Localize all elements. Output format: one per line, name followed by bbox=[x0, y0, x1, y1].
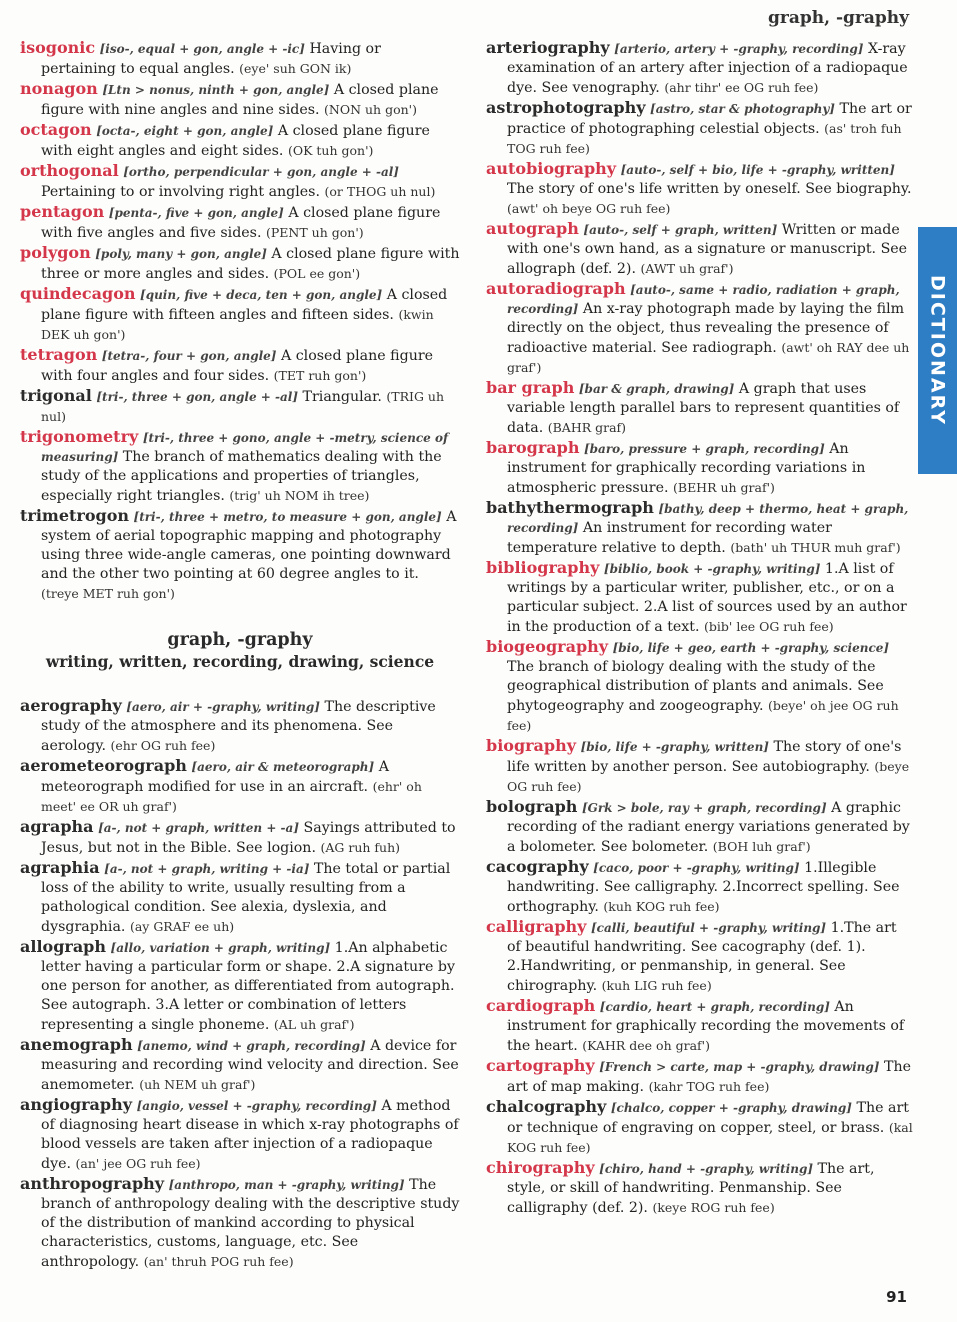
headword: calligraphy bbox=[486, 917, 587, 936]
definition: A closed plane figure with fifteen angles and fifteen sides. bbox=[41, 287, 448, 323]
section-heading bbox=[20, 630, 460, 672]
pronunciation: (an' thruh POG ruh fee) bbox=[143, 1254, 294, 1269]
etymology: [auto-, same + radio, radiation + graph, recording] bbox=[507, 283, 900, 316]
pronunciation: (beye OG ruh fee) bbox=[507, 759, 910, 794]
running-head: graph, -graphy bbox=[768, 8, 909, 28]
etymology: [Ltn > nonus, ninth + gon, angle] bbox=[102, 83, 330, 97]
headword: chirography bbox=[486, 1158, 595, 1177]
headword: agraphia bbox=[20, 858, 100, 877]
dictionary-entry bbox=[486, 279, 914, 378]
etymology: [auto-, self + bio, life + -graphy, written] bbox=[620, 163, 895, 177]
headword: orthogonal bbox=[20, 161, 119, 180]
definition: An x-ray photograph made by laying the film directly on the object, thus revealing the presence of radioactive material. See radiograph. bbox=[507, 301, 905, 356]
headword: autoradiograph bbox=[486, 279, 626, 298]
definition: A system of aerial topographic mapping and photography using three wide-angle cameras, one pointing downward and the other two pointing at 60 degree angles to it. bbox=[41, 509, 457, 582]
pronunciation: (awt' oh beye OG ruh fee) bbox=[507, 201, 671, 216]
headword: aerography bbox=[20, 696, 122, 715]
definition: The branch of biology dealing with the study of the geographical distribution of plants and animals. See phytogeography and zoogeography. bbox=[507, 659, 884, 714]
pronunciation: (trig' uh NOM ih tree) bbox=[229, 488, 370, 503]
definition: The art or practice of photographing celestial objects. bbox=[507, 101, 912, 137]
dictionary-entry bbox=[486, 736, 914, 797]
pronunciation: (bath' uh THUR muh graf') bbox=[730, 540, 901, 555]
definition: A closed plane figure with five angles and five sides. bbox=[41, 205, 441, 241]
etymology: [French > carte, map + -graphy, drawing] bbox=[599, 1060, 880, 1074]
dictionary-entry bbox=[20, 506, 460, 604]
dictionary-entry bbox=[20, 161, 460, 202]
etymology: [Grk > bole, ray + graph, recording] bbox=[581, 801, 827, 815]
pronunciation: (keye ROG ruh fee) bbox=[652, 1200, 775, 1215]
headword: cartography bbox=[486, 1056, 595, 1075]
etymology: [bio, life + geo, earth + -graphy, science] bbox=[612, 641, 890, 655]
headword: polygon bbox=[20, 243, 91, 262]
headword: tetragon bbox=[20, 345, 98, 364]
headword: bathythermograph bbox=[486, 498, 654, 517]
pronunciation: (as' troh fuh TOG ruh fee) bbox=[507, 121, 902, 156]
pronunciation: (kwin DEK uh gon') bbox=[41, 307, 434, 342]
definition: A meteorograph modified for use in an aircraft. bbox=[41, 759, 389, 795]
etymology: [arterio, artery + -graphy, recording] bbox=[614, 42, 864, 56]
dictionary-entry bbox=[20, 1035, 460, 1095]
headword: angiography bbox=[20, 1095, 133, 1114]
etymology: [auto-, self + graph, written] bbox=[583, 223, 778, 237]
dictionary-entry bbox=[486, 98, 914, 159]
pronunciation: (treye MET ruh gon') bbox=[41, 586, 175, 601]
definition: A closed plane figure with nine angles and nine sides. bbox=[41, 82, 439, 118]
etymology: [tri-, three + gon, angle + -al] bbox=[96, 390, 299, 404]
dictionary-entry bbox=[20, 386, 460, 427]
etymology: [aero, air + -graphy, writing] bbox=[126, 700, 320, 714]
etymology: [baro, pressure + graph, recording] bbox=[583, 442, 825, 456]
pronunciation: (an' jee OG ruh fee) bbox=[75, 1156, 201, 1171]
etymology: [penta-, five + gon, angle] bbox=[108, 206, 284, 220]
pronunciation: (kuh LIG ruh fee) bbox=[601, 978, 712, 993]
section-title: graph, -graphy bbox=[167, 630, 313, 650]
dictionary-entry bbox=[20, 284, 460, 345]
headword: bar graph bbox=[486, 378, 575, 397]
definition: The branch of anthropology dealing with the descriptive study of the distribution of mankind according to physical characteristics, customs, language, etc. See anthropology. bbox=[41, 1177, 460, 1270]
dictionary-entry bbox=[20, 817, 460, 858]
pronunciation: (kuh KOG ruh fee) bbox=[603, 899, 720, 914]
dictionary-entry bbox=[486, 38, 914, 98]
dictionary-entry bbox=[486, 637, 914, 736]
definition: Triangular. bbox=[302, 389, 382, 405]
headword: biography bbox=[486, 736, 577, 755]
side-tab-label: DICTIONARY bbox=[926, 275, 949, 426]
pronunciation: (POL ee gon') bbox=[273, 266, 361, 281]
pronunciation: (ehr' oh meet' ee OR uh graf') bbox=[41, 779, 422, 814]
etymology: [quin, five + deca, ten + gon, angle] bbox=[140, 288, 383, 302]
headword: pentagon bbox=[20, 202, 105, 221]
etymology: [octa-, eight + gon, angle] bbox=[96, 124, 274, 138]
etymology: [cardio, heart + graph, recording] bbox=[599, 1000, 830, 1014]
dictionary-entry bbox=[486, 797, 914, 857]
pronunciation: (or THOG uh nul) bbox=[324, 184, 436, 199]
definition: Having or pertaining to equal angles. bbox=[41, 41, 381, 77]
pronunciation: (AG ruh fuh) bbox=[320, 840, 401, 855]
pronunciation: (PENT uh gon') bbox=[266, 225, 364, 240]
headword: cardiograph bbox=[486, 996, 596, 1015]
headword: bolograph bbox=[486, 797, 578, 816]
definition: The branch of mathematics dealing with the study of the applications and properties of triangles, especially right triangles. bbox=[41, 449, 442, 504]
dictionary-entry bbox=[486, 438, 914, 498]
etymology: [tri-, three + metro, to measure + gon, angle] bbox=[133, 510, 442, 524]
page-number: 91 bbox=[886, 1288, 907, 1306]
etymology: [a-, not + graph, writing + -ia] bbox=[104, 862, 310, 876]
headword: aerometeorograph bbox=[20, 756, 187, 775]
etymology: [aero, air & meteorograph] bbox=[191, 760, 375, 774]
headword: nonagon bbox=[20, 79, 98, 98]
definition: 1.Illegible handwriting. See calligraphy. 2.Incorrect spelling. See orthography. bbox=[507, 860, 900, 915]
headword: trigonometry bbox=[20, 427, 139, 446]
headword: octagon bbox=[20, 120, 92, 139]
headword: barograph bbox=[486, 438, 580, 457]
pronunciation: (BAHR graf) bbox=[547, 420, 627, 435]
dictionary-entry bbox=[20, 202, 460, 243]
dictionary-side-tab bbox=[918, 227, 957, 474]
headword: astrophotography bbox=[486, 98, 646, 117]
definition: X-ray examination of an artery after injection of a radiopaque dye. See venography. bbox=[507, 41, 908, 96]
definition: A device for measuring and recording wind velocity and direction. See anemometer. bbox=[41, 1038, 459, 1093]
headword: cacography bbox=[486, 857, 589, 876]
headword: quindecagon bbox=[20, 284, 136, 303]
dictionary-entry bbox=[486, 378, 914, 438]
headword: chalcography bbox=[486, 1097, 607, 1116]
headword: trimetrogon bbox=[20, 506, 129, 525]
definition: A graph that uses variable length parallel bars to represent quantities of data. bbox=[507, 381, 900, 436]
definition: The total or partial loss of the ability to write, usually resulting from a pathological condition. See alexia, dyslexia, and dysgraphia. bbox=[41, 861, 451, 935]
pronunciation: (bib' lee OG ruh fee) bbox=[704, 619, 834, 634]
pronunciation: (kahr TOG ruh fee) bbox=[648, 1079, 770, 1094]
dictionary-entry bbox=[486, 857, 914, 917]
definition: 1.A list of writings by a particular writer, publisher, etc., or on a particular subject. 2.A list of sources used by an author in the production of a text. bbox=[507, 561, 907, 635]
dictionary-entry bbox=[20, 858, 460, 937]
dictionary-entry bbox=[486, 1158, 914, 1218]
etymology: [ortho, perpendicular + gon, angle + -al] bbox=[123, 165, 399, 179]
dictionary-entry bbox=[486, 219, 914, 279]
headword: agrapha bbox=[20, 817, 94, 836]
definition: An instrument for recording water temperature relative to depth. bbox=[507, 520, 832, 556]
definition: 1.The art of beautiful handwriting. See cacography (def. 1). 2.Handwriting, or penmanship, in general. See chirography. bbox=[507, 920, 897, 994]
dictionary-entry bbox=[20, 243, 460, 284]
definition: The story of one's life written by oneself. See biography. bbox=[507, 181, 912, 197]
pronunciation: (KAHR dee oh graf') bbox=[582, 1038, 710, 1053]
dictionary-entry bbox=[20, 1095, 460, 1174]
definition: Pertaining to or involving right angles. bbox=[41, 184, 320, 200]
etymology: [calli, beautiful + -graphy, writing] bbox=[590, 921, 827, 935]
headword: autograph bbox=[486, 219, 579, 238]
pronunciation: (ahr tihr' ee OG ruh fee) bbox=[664, 80, 819, 95]
pronunciation: (beye' oh jee OG ruh fee) bbox=[507, 698, 899, 733]
headword: trigonal bbox=[20, 386, 92, 405]
right-column bbox=[486, 38, 914, 1218]
dictionary-entry bbox=[486, 159, 914, 219]
dictionary-entry bbox=[20, 756, 460, 817]
headword: anthropography bbox=[20, 1174, 165, 1193]
pronunciation: (awt' oh RAY dee uh graf') bbox=[507, 340, 910, 375]
left-column bbox=[20, 38, 460, 1272]
etymology: [chiro, hand + -graphy, writing] bbox=[599, 1162, 814, 1176]
dictionary-entry bbox=[20, 427, 460, 506]
etymology: [biblio, book + -graphy, writing] bbox=[603, 562, 821, 576]
pronunciation: (TET ruh gon') bbox=[273, 368, 367, 383]
definition: A closed plane figure with eight angles and eight sides. bbox=[41, 123, 430, 159]
dictionary-entry bbox=[486, 996, 914, 1056]
definition: The art, style, or skill of handwriting. Penmanship. See calligraphy (def. 2). bbox=[507, 1161, 875, 1216]
pronunciation: (NON uh gon') bbox=[324, 102, 417, 117]
etymology: [anemo, wind + graph, recording] bbox=[137, 1039, 366, 1053]
definition: A closed plane figure with four angles and four sides. bbox=[41, 348, 434, 384]
etymology: [astro, star & photography] bbox=[650, 102, 835, 116]
definition: The art or technique of engraving on copper, steel, or brass. bbox=[507, 1100, 909, 1136]
definition: The descriptive study of the atmosphere and its phenomena. See aerology. bbox=[41, 699, 436, 754]
etymology: [anthropo, man + -graphy, writing] bbox=[168, 1178, 405, 1192]
dictionary-entry bbox=[486, 1056, 914, 1097]
dictionary-entry bbox=[20, 345, 460, 386]
section-subtitle: writing, written, recording, drawing, science bbox=[45, 652, 435, 671]
entry-list-left-bottom bbox=[20, 696, 460, 1272]
definition: An instrument for graphically recording the movements of the heart. bbox=[507, 999, 905, 1054]
headword: arteriography bbox=[486, 38, 610, 57]
pronunciation: (eye' suh GON ik) bbox=[239, 61, 352, 76]
definition: Written or made with one's own hand, as a signature or manuscript. See allograph (def. 2). bbox=[507, 222, 908, 277]
pronunciation: (kal KOG ruh fee) bbox=[507, 1120, 913, 1155]
pronunciation: (ehr OG ruh fee) bbox=[110, 738, 216, 753]
etymology: [allo, variation + graph, writing] bbox=[110, 941, 331, 955]
headword: biogeography bbox=[486, 637, 609, 656]
definition: A closed plane figure with three or more angles and sides. bbox=[41, 246, 460, 282]
definition: The story of one's life written by another person. See autobiography. bbox=[507, 739, 902, 775]
definition: 1.An alphabetic letter having a particular form or shape. 2.A signature by one person for another, as differentiated from autograph. See autograph. 3.A letter or combination of letters representing a single phoneme. bbox=[41, 940, 455, 1033]
pronunciation: (ay GRAF ee uh) bbox=[129, 919, 235, 934]
etymology: [bathy, deep + thermo, heat + graph, recording] bbox=[507, 502, 909, 535]
headword: autobiography bbox=[486, 159, 617, 178]
pronunciation: (AWT uh graf') bbox=[640, 261, 734, 276]
pronunciation: (uh NEM uh graf') bbox=[139, 1077, 256, 1092]
definition: An instrument for graphically recording variations in atmospheric pressure. bbox=[507, 441, 866, 496]
dictionary-entry bbox=[20, 696, 460, 756]
etymology: [poly, many + gon, angle] bbox=[95, 247, 267, 261]
etymology: [tetra-, four + gon, angle] bbox=[101, 349, 277, 363]
dictionary-entry bbox=[486, 558, 914, 637]
dictionary-entry bbox=[486, 917, 914, 996]
pronunciation: (AL uh graf') bbox=[273, 1017, 355, 1032]
headword: bibliography bbox=[486, 558, 600, 577]
etymology: [caco, poor + -graphy, writing] bbox=[593, 861, 800, 875]
dictionary-entry bbox=[20, 937, 460, 1035]
headword: allograph bbox=[20, 937, 106, 956]
pronunciation: (BEHR uh graf') bbox=[673, 480, 775, 495]
etymology: [bio, life + -graphy, written] bbox=[580, 740, 769, 754]
etymology: [chalco, copper + -graphy, drawing] bbox=[610, 1101, 852, 1115]
etymology: [a-, not + graph, written + -a] bbox=[98, 821, 299, 835]
dictionary-entry bbox=[20, 38, 460, 79]
dictionary-entry bbox=[20, 1174, 460, 1272]
definition: A method of diagnosing heart disease in which x-ray photographs of blood vessels are taken after injection of a radiopaque dye. bbox=[41, 1098, 459, 1172]
pronunciation: (BOH luh graf') bbox=[712, 839, 811, 854]
etymology: [iso-, equal + gon, angle + -ic] bbox=[99, 42, 305, 56]
dictionary-entry bbox=[486, 1097, 914, 1158]
dictionary-entry bbox=[486, 498, 914, 558]
headword: anemograph bbox=[20, 1035, 133, 1054]
definition: Sayings attributed to Jesus, but not in the Bible. See logion. bbox=[41, 820, 456, 856]
definition: A graphic recording of the radiant energy variations generated by a bolometer. See bolometer. bbox=[507, 800, 910, 855]
definition: The art of map making. bbox=[507, 1059, 911, 1095]
headword: isogonic bbox=[20, 38, 96, 57]
entry-list-left-top bbox=[20, 38, 460, 604]
etymology: [tri-, three + gono, angle + -metry, science of measuring] bbox=[41, 431, 449, 464]
etymology: [angio, vessel + -graphy, recording] bbox=[136, 1099, 377, 1113]
pronunciation: (TRIG uh nul) bbox=[41, 389, 445, 424]
dictionary-entry bbox=[20, 120, 460, 161]
dictionary-entry bbox=[20, 79, 460, 120]
etymology: [bar & graph, drawing] bbox=[578, 382, 735, 396]
pronunciation: (OK tuh gon') bbox=[287, 143, 374, 158]
